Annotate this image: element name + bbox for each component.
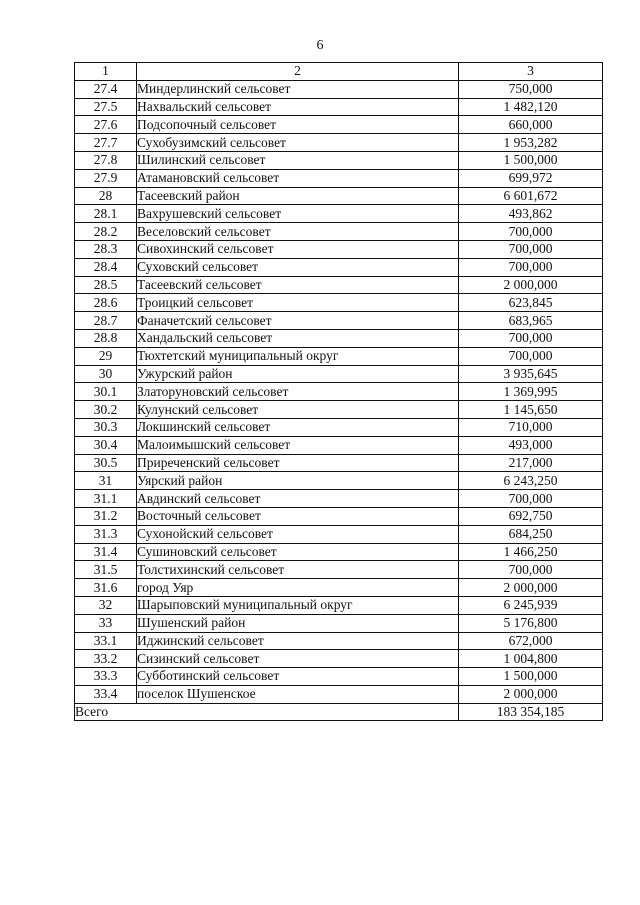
allocation-value: 700,000: [459, 347, 603, 365]
allocation-value: 2 000,000: [459, 685, 603, 703]
row-number: 32: [75, 596, 137, 614]
table-row: [75, 685, 603, 703]
municipality-name: Малоимышский сельсовет: [137, 436, 459, 454]
municipality-name: Подсопочный сельсовет: [137, 116, 459, 134]
table-row: [75, 543, 603, 561]
allocation-value: 710,000: [459, 418, 603, 436]
table-row: [75, 187, 603, 205]
total-row: [75, 703, 603, 721]
allocation-value: 2 000,000: [459, 579, 603, 597]
table-row: [75, 418, 603, 436]
row-number: 31.3: [75, 525, 137, 543]
municipality-name: Хандальский сельсовет: [137, 329, 459, 347]
table-row: [75, 561, 603, 579]
table-row: [75, 668, 603, 686]
municipality-name: Атамановский сельсовет: [137, 169, 459, 187]
allocation-value: 672,000: [459, 632, 603, 650]
table-row: [75, 169, 603, 187]
table-row: [75, 632, 603, 650]
allocation-value: 699,972: [459, 169, 603, 187]
table-row: [75, 347, 603, 365]
table-row: [75, 312, 603, 330]
allocation-value: 6 601,672: [459, 187, 603, 205]
municipality-name: Локшинский сельсовет: [137, 418, 459, 436]
row-number: 29: [75, 347, 137, 365]
row-number: 28.1: [75, 205, 137, 223]
total-value: 183 354,185: [459, 703, 603, 721]
municipality-name: Шилинский сельсовет: [137, 151, 459, 169]
table-row: [75, 329, 603, 347]
budget-allocation-table: [74, 62, 603, 721]
row-number: 28.3: [75, 240, 137, 258]
column-header-value: 3: [459, 63, 603, 81]
table-row: [75, 579, 603, 597]
allocation-value: 1 500,000: [459, 668, 603, 686]
table-row: [75, 525, 603, 543]
row-number: 30.3: [75, 418, 137, 436]
allocation-value: 700,000: [459, 490, 603, 508]
row-number: 30.4: [75, 436, 137, 454]
municipality-name: Веселовский сельсовет: [137, 223, 459, 241]
allocation-value: 6 245,939: [459, 596, 603, 614]
municipality-name: Тасеевский сельсовет: [137, 276, 459, 294]
municipality-name: город Уяр: [137, 579, 459, 597]
allocation-value: 1 482,120: [459, 98, 603, 116]
table-row: [75, 472, 603, 490]
row-number: 31.2: [75, 507, 137, 525]
municipality-name: Фаначетский сельсовет: [137, 312, 459, 330]
page-number: 6: [316, 38, 324, 53]
municipality-name: Нахвальский сельсовет: [137, 98, 459, 116]
row-number: 33.4: [75, 685, 137, 703]
municipality-name: Авдинский сельсовет: [137, 490, 459, 508]
table-row: [75, 294, 603, 312]
row-number: 31: [75, 472, 137, 490]
municipality-name: Кулунский сельсовет: [137, 401, 459, 419]
table-row: [75, 454, 603, 472]
row-number: 28.6: [75, 294, 137, 312]
municipality-name: Сухобузимский сельсовет: [137, 134, 459, 152]
municipality-name: Шарыповский муниципальный округ: [137, 596, 459, 614]
row-number: 31.6: [75, 579, 137, 597]
row-number: 30.1: [75, 383, 137, 401]
allocation-value: 3 935,645: [459, 365, 603, 383]
row-number: 33: [75, 614, 137, 632]
table-row: [75, 436, 603, 454]
row-number: 33.2: [75, 650, 137, 668]
table-row: [75, 596, 603, 614]
municipality-name: Миндерлинский сельсовет: [137, 80, 459, 98]
table-row: [75, 116, 603, 134]
allocation-value: 493,000: [459, 436, 603, 454]
allocation-value: 700,000: [459, 561, 603, 579]
allocation-value: 1 953,282: [459, 134, 603, 152]
table-row: [75, 490, 603, 508]
allocation-value: 5 176,800: [459, 614, 603, 632]
allocation-value: 2 000,000: [459, 276, 603, 294]
allocation-value: 1 145,650: [459, 401, 603, 419]
municipality-name: Толстихинский сельсовет: [137, 561, 459, 579]
column-header-number: 1: [75, 63, 137, 81]
table-row: [75, 151, 603, 169]
row-number: 27.6: [75, 116, 137, 134]
municipality-name: Иджинский сельсовет: [137, 632, 459, 650]
allocation-value: 1 004,800: [459, 650, 603, 668]
allocation-value: 750,000: [459, 80, 603, 98]
column-header-name: 2: [137, 63, 459, 81]
row-number: 27.4: [75, 80, 137, 98]
allocation-value: 700,000: [459, 223, 603, 241]
row-number: 33.1: [75, 632, 137, 650]
row-number: 28.8: [75, 329, 137, 347]
row-number: 28.4: [75, 258, 137, 276]
allocation-value: 6 243,250: [459, 472, 603, 490]
table-row: [75, 365, 603, 383]
municipality-name: Сизинский сельсовет: [137, 650, 459, 668]
municipality-name: Шушенский район: [137, 614, 459, 632]
table-row: [75, 134, 603, 152]
row-number: 30.5: [75, 454, 137, 472]
row-number: 28.7: [75, 312, 137, 330]
allocation-value: 623,845: [459, 294, 603, 312]
row-number: 27.9: [75, 169, 137, 187]
row-number: 30: [75, 365, 137, 383]
municipality-name: Сушиновский сельсовет: [137, 543, 459, 561]
table-row: [75, 205, 603, 223]
row-number: 31.4: [75, 543, 137, 561]
municipality-name: Троицкий сельсовет: [137, 294, 459, 312]
row-number: 27.8: [75, 151, 137, 169]
municipality-name: Златоруновский сельсовет: [137, 383, 459, 401]
municipality-name: Приреченский сельсовет: [137, 454, 459, 472]
allocation-value: 700,000: [459, 240, 603, 258]
municipality-name: Субботинский сельсовет: [137, 668, 459, 686]
allocation-value: 700,000: [459, 329, 603, 347]
municipality-name: Сухонойский сельсовет: [137, 525, 459, 543]
table-row: [75, 507, 603, 525]
municipality-name: Вахрушевский сельсовет: [137, 205, 459, 223]
table-row: [75, 80, 603, 98]
municipality-name: поселок Шушенское: [137, 685, 459, 703]
total-label: Всего: [75, 703, 459, 721]
table-header-row: [75, 63, 603, 81]
municipality-name: Ужурский район: [137, 365, 459, 383]
row-number: 28: [75, 187, 137, 205]
allocation-value: 700,000: [459, 258, 603, 276]
municipality-name: Суховский сельсовет: [137, 258, 459, 276]
allocation-value: 684,250: [459, 525, 603, 543]
municipality-name: Уярский район: [137, 472, 459, 490]
row-number: 27.5: [75, 98, 137, 116]
row-number: 31.1: [75, 490, 137, 508]
allocation-value: 1 466,250: [459, 543, 603, 561]
table-row: [75, 614, 603, 632]
table-row: [75, 98, 603, 116]
allocation-value: 692,750: [459, 507, 603, 525]
municipality-name: Восточный сельсовет: [137, 507, 459, 525]
row-number: 30.2: [75, 401, 137, 419]
allocation-value: 493,862: [459, 205, 603, 223]
row-number: 33.3: [75, 668, 137, 686]
allocation-value: 1 500,000: [459, 151, 603, 169]
table-row: [75, 223, 603, 241]
municipality-name: Тасеевский район: [137, 187, 459, 205]
table-row: [75, 383, 603, 401]
allocation-value: 683,965: [459, 312, 603, 330]
allocation-value: 217,000: [459, 454, 603, 472]
table-row: [75, 650, 603, 668]
row-number: 28.2: [75, 223, 137, 241]
municipality-name: Сивохинский сельсовет: [137, 240, 459, 258]
table-row: [75, 240, 603, 258]
municipality-name: Тюхтетский муниципальный округ: [137, 347, 459, 365]
row-number: 27.7: [75, 134, 137, 152]
table-body: [75, 63, 603, 721]
allocation-value: 660,000: [459, 116, 603, 134]
row-number: 28.5: [75, 276, 137, 294]
table-row: [75, 258, 603, 276]
table-row: [75, 276, 603, 294]
row-number: 31.5: [75, 561, 137, 579]
allocation-value: 1 369,995: [459, 383, 603, 401]
table-row: [75, 401, 603, 419]
